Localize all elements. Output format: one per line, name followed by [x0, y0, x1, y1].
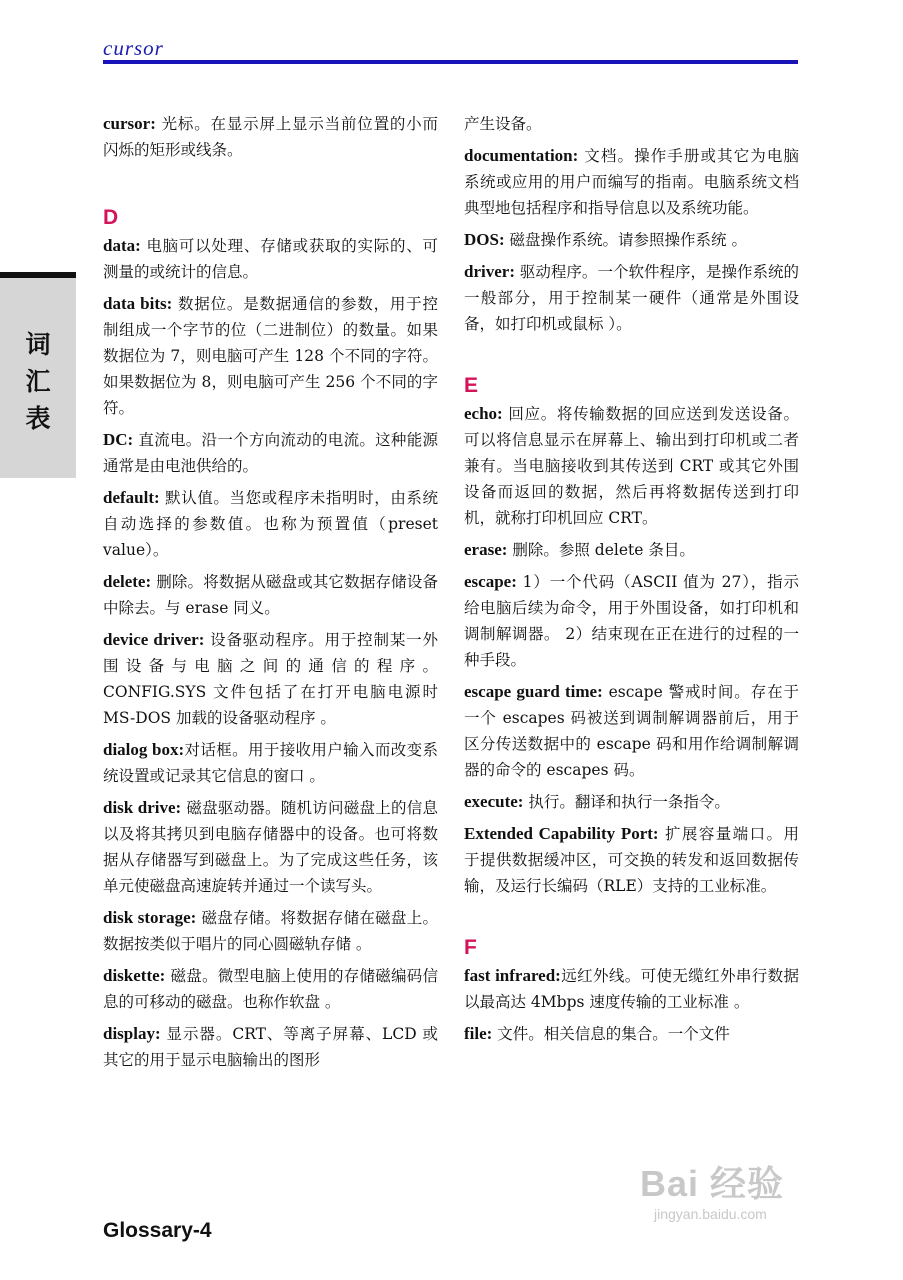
entry-definition: 磁盘存储。将数据存储在磁盘上。数据按类似于唱片的同心圆磁轨存储 。: [103, 909, 438, 953]
glossary-entry: [103, 1021, 438, 1073]
entry-term: fast infrared:: [464, 966, 561, 985]
glossary-entry: [103, 627, 438, 731]
entry-definition: escape 警戒时间。存在于一个 escapes 码被送到调制解调器前后，用于区分传送数据中的 escape 码和用作给调制解调器的命令的 escapes 码。: [464, 683, 799, 779]
entry-term: file:: [464, 1024, 493, 1043]
glossary-entry-continued: [464, 111, 799, 137]
entry-definition: 设备驱动程序。用于控制某一外围设备与电脑之间的通信的程序。CONFIG.SYS 文件包括了在打开电脑电源时 MS-DOS 加载的设备驱动程序 。: [103, 631, 438, 727]
entry-term: dialog box:: [103, 740, 185, 759]
glossary-entry: [464, 537, 799, 563]
entry-term: driver:: [464, 262, 515, 281]
glossary-entry: [464, 789, 799, 815]
glossary-entry: [464, 143, 799, 221]
entry-definition: 执行。翻译和执行一条指令。: [523, 793, 730, 811]
entry-definition: 驱动程序。一个软件程序，是操作系统的一般部分，用于控制某一硬件（通常是外围设备，如打印机或鼠标 ）。: [464, 263, 799, 333]
entry-term: escape guard time:: [464, 682, 603, 701]
entry-term: disk drive:: [103, 798, 182, 817]
side-tab-char: 汇: [25, 367, 51, 396]
glossary-entry: [103, 485, 438, 563]
left-column: [103, 111, 438, 1079]
entry-term: execute:: [464, 792, 524, 811]
entry-term: echo:: [464, 404, 503, 423]
entry-definition: 磁盘操作系统。请参照操作系统 。: [504, 231, 747, 249]
entry-term: escape:: [464, 572, 517, 591]
entry-definition: 直流电。沿一个方向流动的电流。这种能源通常是由电池供给的。: [103, 431, 438, 475]
glossary-entry: [464, 821, 799, 899]
glossary-entry: [464, 679, 799, 783]
entry-definition: 1）一个代码（ASCII 值为 27），指示给电脑后续为命令，用于外围设备，如打印机和调制解调器。 2）结束现在正在进行的过程的一种手段。: [464, 573, 799, 669]
glossary-side-tab: [0, 272, 76, 478]
entry-term: DOS:: [464, 230, 505, 249]
entry-term: disk storage:: [103, 908, 197, 927]
glossary-entry: [103, 111, 438, 163]
page-number-label: Glossary-4: [103, 1219, 212, 1242]
entry-definition: 删除。将数据从磁盘或其它数据存储设备中除去。与 erase 同义。: [103, 573, 438, 617]
section-letter: D: [103, 206, 119, 229]
entry-term: cursor:: [103, 114, 156, 133]
entry-definition: 显示器。CRT、等离子屏幕、LCD 或其它的用于显示电脑输出的图形: [103, 1025, 438, 1069]
entry-term: documentation:: [464, 146, 579, 165]
glossary-entry: [464, 259, 799, 337]
entry-definition: 删除。参照 delete 条目。: [507, 541, 695, 559]
glossary-entry: [464, 401, 799, 531]
glossary-entry: [103, 905, 438, 957]
entry-term: DC:: [103, 430, 134, 449]
glossary-entry: [103, 427, 438, 479]
entry-term: device driver:: [103, 630, 205, 649]
side-tab-char: 词: [25, 330, 51, 359]
entry-definition: 对话框。用于接收用户输入而改变系统设置或记录其它信息的窗口 。: [103, 741, 438, 785]
glossary-entry: [464, 1021, 799, 1047]
section-letter: E: [464, 374, 479, 397]
right-column: [464, 111, 799, 1053]
entry-definition: 扩展容量端口。用于提供数据缓冲区，可交换的转发和返回数据传输，及运行长编码（RLE）支持的工业标准。: [464, 825, 799, 895]
watermark-url: jingyan.baidu.com: [654, 1206, 767, 1222]
entry-term: erase:: [464, 540, 508, 559]
entry-definition: 远红外线。可使无缆红外串行数据以最高达 4Mbps 速度传输的工业标准 。: [464, 967, 799, 1011]
glossary-entry: [464, 227, 799, 253]
entry-term: data bits:: [103, 294, 173, 313]
entry-definition: 文件。相关信息的集合。一个文件: [492, 1025, 730, 1043]
entry-definition: 磁盘。微型电脑上使用的存储磁编码信息的可移动的磁盘。也称作软盘 。: [103, 967, 438, 1011]
entry-term: display:: [103, 1024, 161, 1043]
section-letter: F: [464, 936, 477, 959]
watermark-logo: [640, 1162, 840, 1242]
entry-definition: 产生设备。: [464, 115, 542, 133]
watermark-brand: Bai 经验: [640, 1163, 785, 1204]
entry-term: Extended Capability Port:: [464, 824, 659, 843]
glossary-entry: [103, 569, 438, 621]
glossary-entry: [464, 963, 799, 1015]
entry-definition: 默认值。当您或程序未指明时，由系统自动选择的参数值。也称为预置值（preset value）。: [103, 489, 438, 559]
entry-definition: 磁盘驱动器。随机访问磁盘上的信息以及将其拷贝到电脑存储器中的设备。也可将数据从存储器写到磁盘上。为了完成这些任务，该单元使磁盘高速旋转并通过一个读写头。: [103, 799, 438, 895]
header-rule: [103, 60, 798, 64]
entry-term: default:: [103, 488, 160, 507]
side-tab-char: 表: [25, 404, 51, 433]
glossary-entry: [103, 291, 438, 421]
glossary-entry: [103, 233, 438, 285]
entry-definition: 数据位。是数据通信的参数，用于控制组成一个字节的位（二进制位）的数量。如果数据位为 7，则电脑可产生 128 个不同的字符。如果数据位为 8，则电脑可产生 256 个不同的字符。: [103, 295, 438, 417]
entry-term: diskette:: [103, 966, 166, 985]
entry-term: data:: [103, 236, 141, 255]
entry-term: delete:: [103, 572, 152, 591]
entry-definition: 光标。在显示屏上显示当前位置的小而闪烁的矩形或线条。: [103, 115, 438, 159]
glossary-entry: [103, 795, 438, 899]
glossary-entry: [103, 737, 438, 789]
glossary-entry: [464, 569, 799, 673]
entry-definition: 回应。将传输数据的回应送到发送设备。可以将信息显示在屏幕上、输出到打印机或二者兼有。当电脑接收到其传送到 CRT 或其它外围设备而返回的数据，然后再将数据传送到打印机，就称打印机回应 CRT。: [464, 405, 799, 527]
entry-definition: 文档。操作手册或其它为电脑系统或应用的用户而编写的指南。电脑系统文档典型地包括程序和指导信息以及系统功能。: [464, 147, 799, 217]
entry-definition: 电脑可以处理、存储或获取的实际的、可测量的或统计的信息。: [103, 237, 438, 281]
running-head: cursor: [103, 36, 164, 60]
glossary-entry: [103, 963, 438, 1015]
